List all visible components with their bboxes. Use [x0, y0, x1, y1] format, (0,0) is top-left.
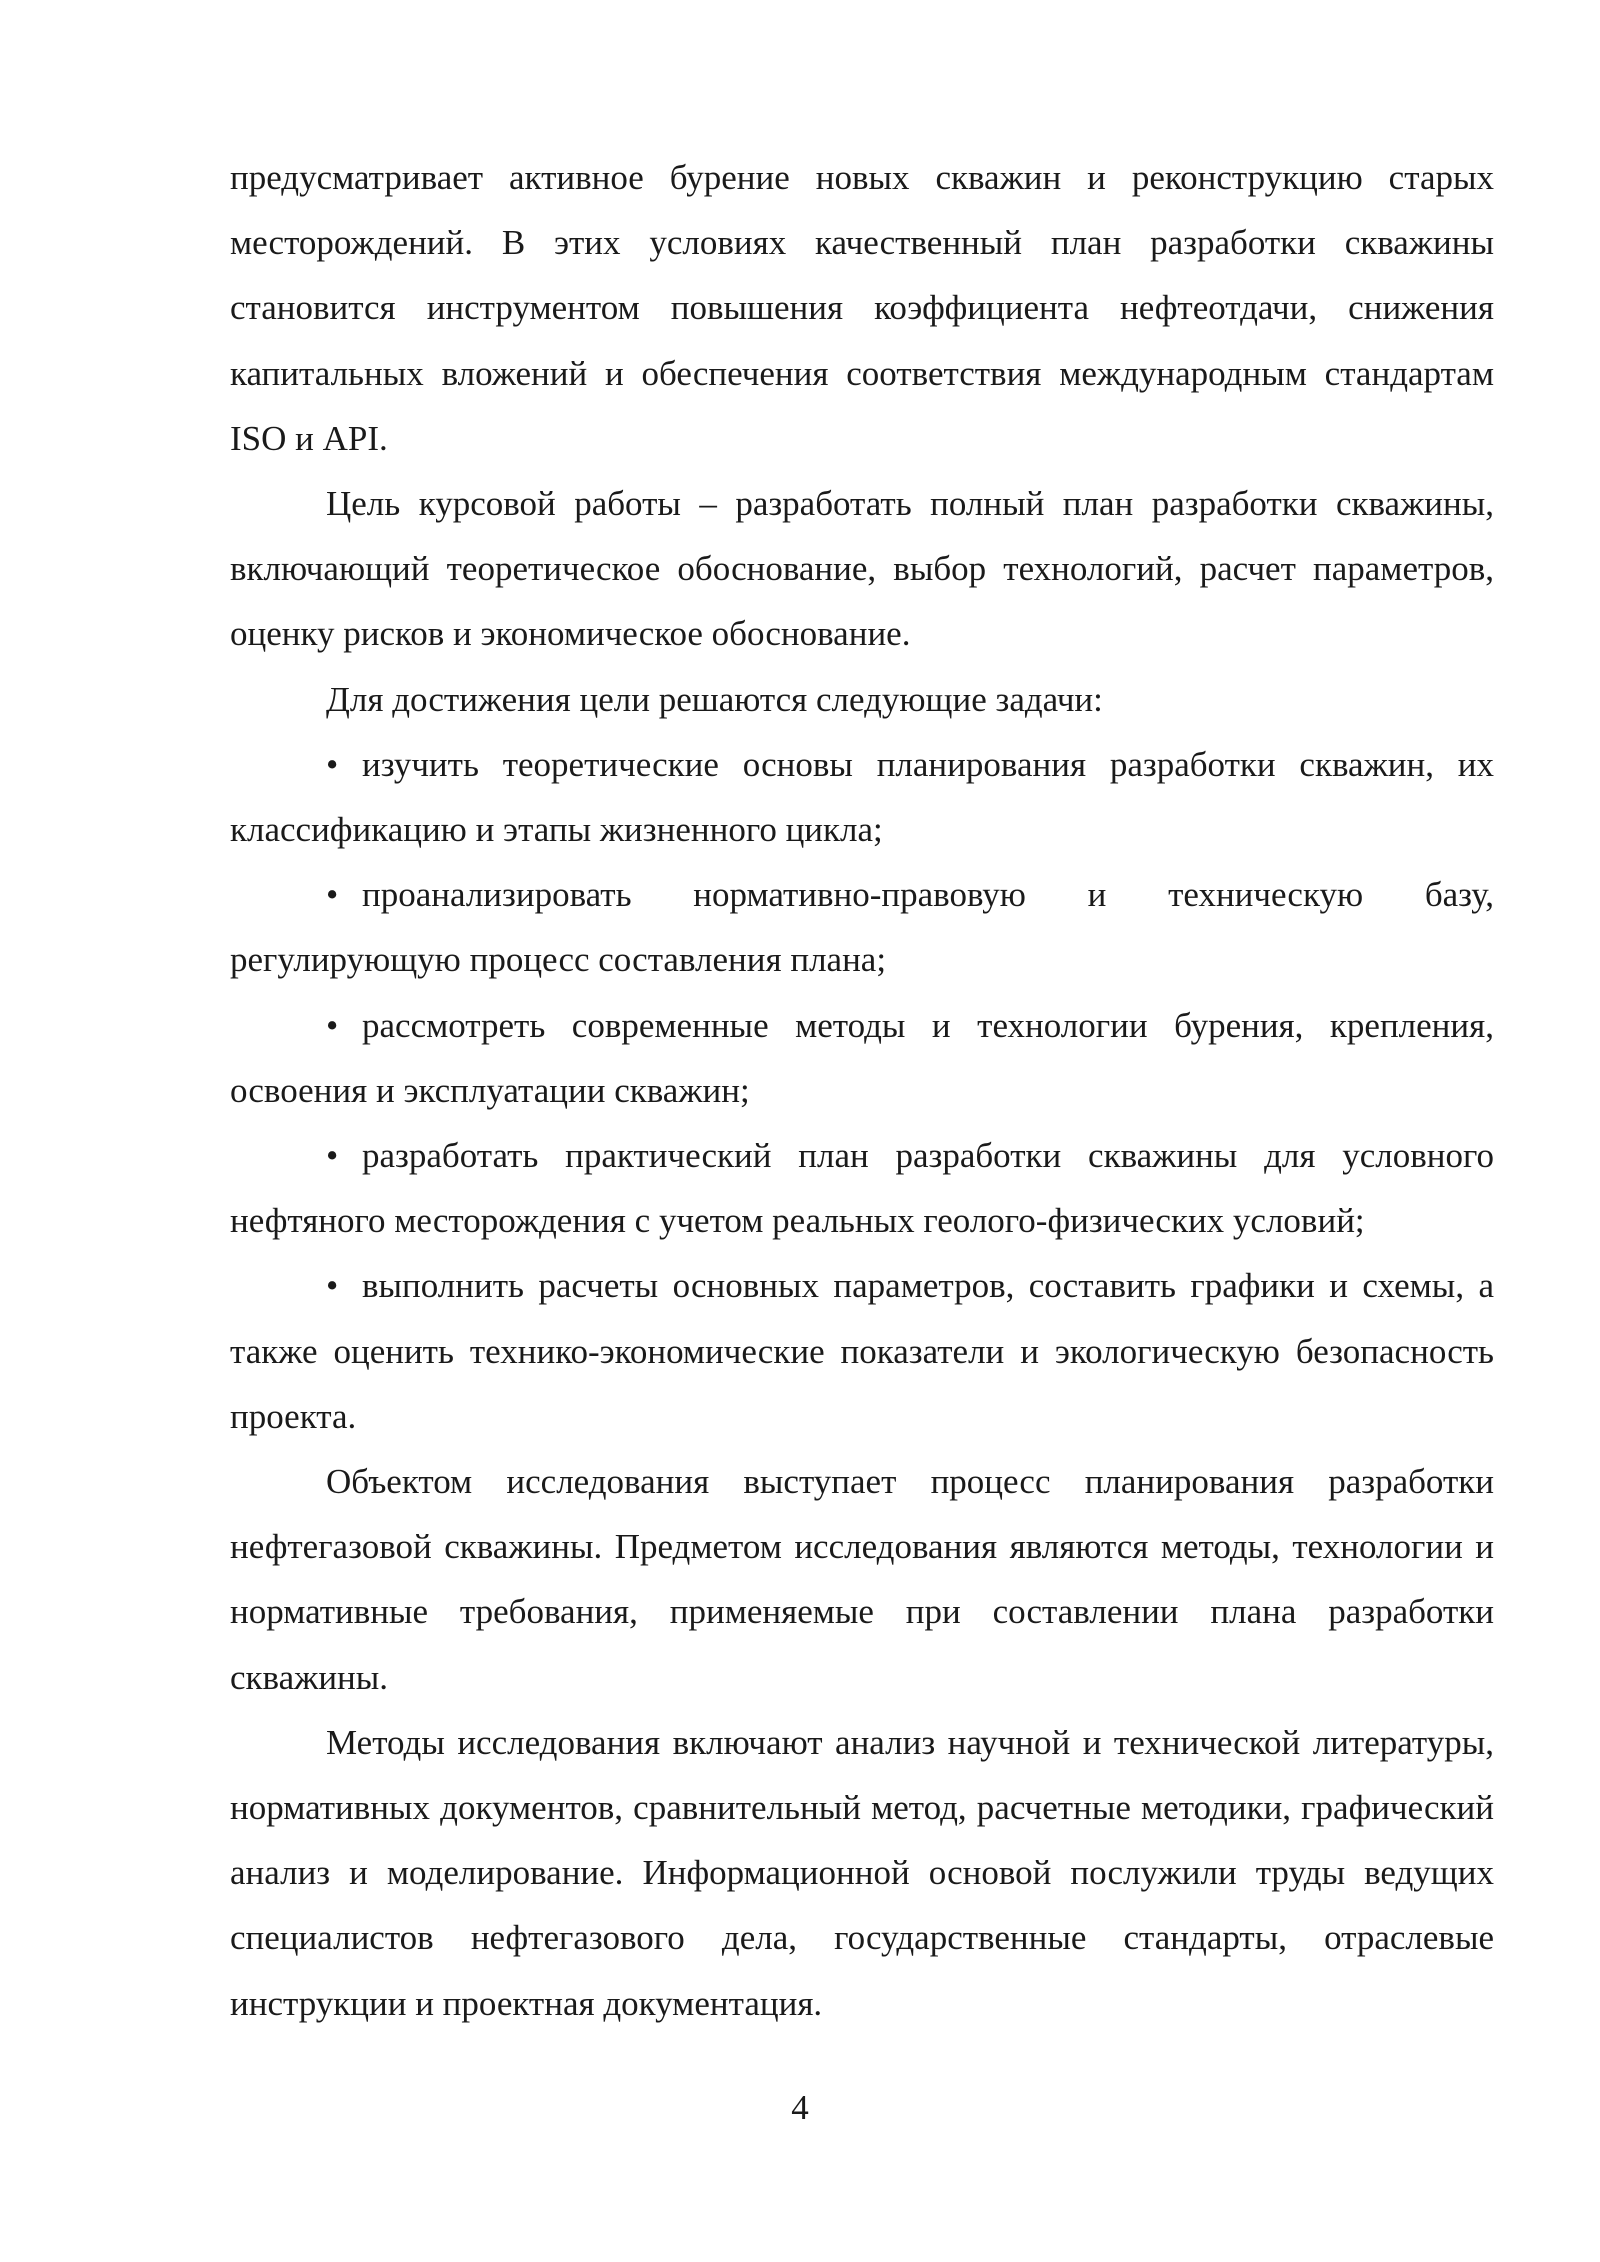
- paragraph-goal: Цель курсовой работы – разработать полный план разработки скважины, включающий теоретическое обоснование, выбор технологий, расчет параметров, оценку рисков и экономическое обоснование.: [230, 484, 1494, 654]
- paragraph-context: предусматривает активное бурение новых скважин и реконструкцию старых месторождений. В этих условиях качественный план разработки скважины становится инструментом повышения коэффициента нефтеотдачи, снижения капитальных вложений и обеспечения соответствия международным стандартам ISO и API.: [230, 158, 1494, 458]
- task-text: рассмотреть современные методы и технологии бурения, крепления, освоения и эксплуатации скважин;: [230, 1005, 1494, 1110]
- task-item: [230, 1253, 1494, 1449]
- task-text: изучить теоретические основы планирования разработки скважин, их классификацию и этапы жизненного цикла;: [230, 744, 1494, 850]
- bullet-icon: •: [326, 1005, 339, 1045]
- task-text: выполнить расчеты основных параметров, составить графики и схемы, а также оценить технико-экономические показатели и экологическую безопасность проекта.: [230, 1266, 1494, 1436]
- bullet-icon: •: [326, 875, 339, 915]
- task-text: разработать практический план разработки скважины для условного нефтяного месторождения с учетом реальных геолого-физических условий;: [230, 1136, 1494, 1241]
- task-list: [230, 732, 1494, 1449]
- page-number: 4: [791, 2088, 809, 2127]
- task-item: [230, 732, 1494, 862]
- task-item: [230, 993, 1494, 1123]
- task-item: [230, 862, 1494, 992]
- paragraph-methods: Методы исследования включают анализ научной и технической литературы, нормативных документов, сравнительный метод, расчетные методики, графический анализ и моделирование. Информационной основой послужили труды ведущих специалистов нефтегазового дела, государственные стандарты, отраслевые инструкции и проектная документация.: [230, 1722, 1494, 2023]
- task-item: [230, 1123, 1494, 1253]
- bullet-icon: •: [326, 1266, 339, 1306]
- paragraph-object-subject: Объектом исследования выступает процесс планирования разработки нефтегазовой скважины. Предметом исследования являются методы, технологии и нормативные требования, применяемые при составлении плана разработки скважины.: [230, 1462, 1494, 1697]
- bullet-icon: •: [326, 744, 339, 784]
- task-text: проанализировать нормативно-правовую и техническую базу, регулирующую процесс составления плана;: [230, 875, 1494, 980]
- bullet-icon: •: [326, 1136, 339, 1176]
- paragraph-tasks-intro: Для достижения цели решаются следующие задачи:: [326, 679, 1103, 719]
- document-page: [230, 145, 1494, 2036]
